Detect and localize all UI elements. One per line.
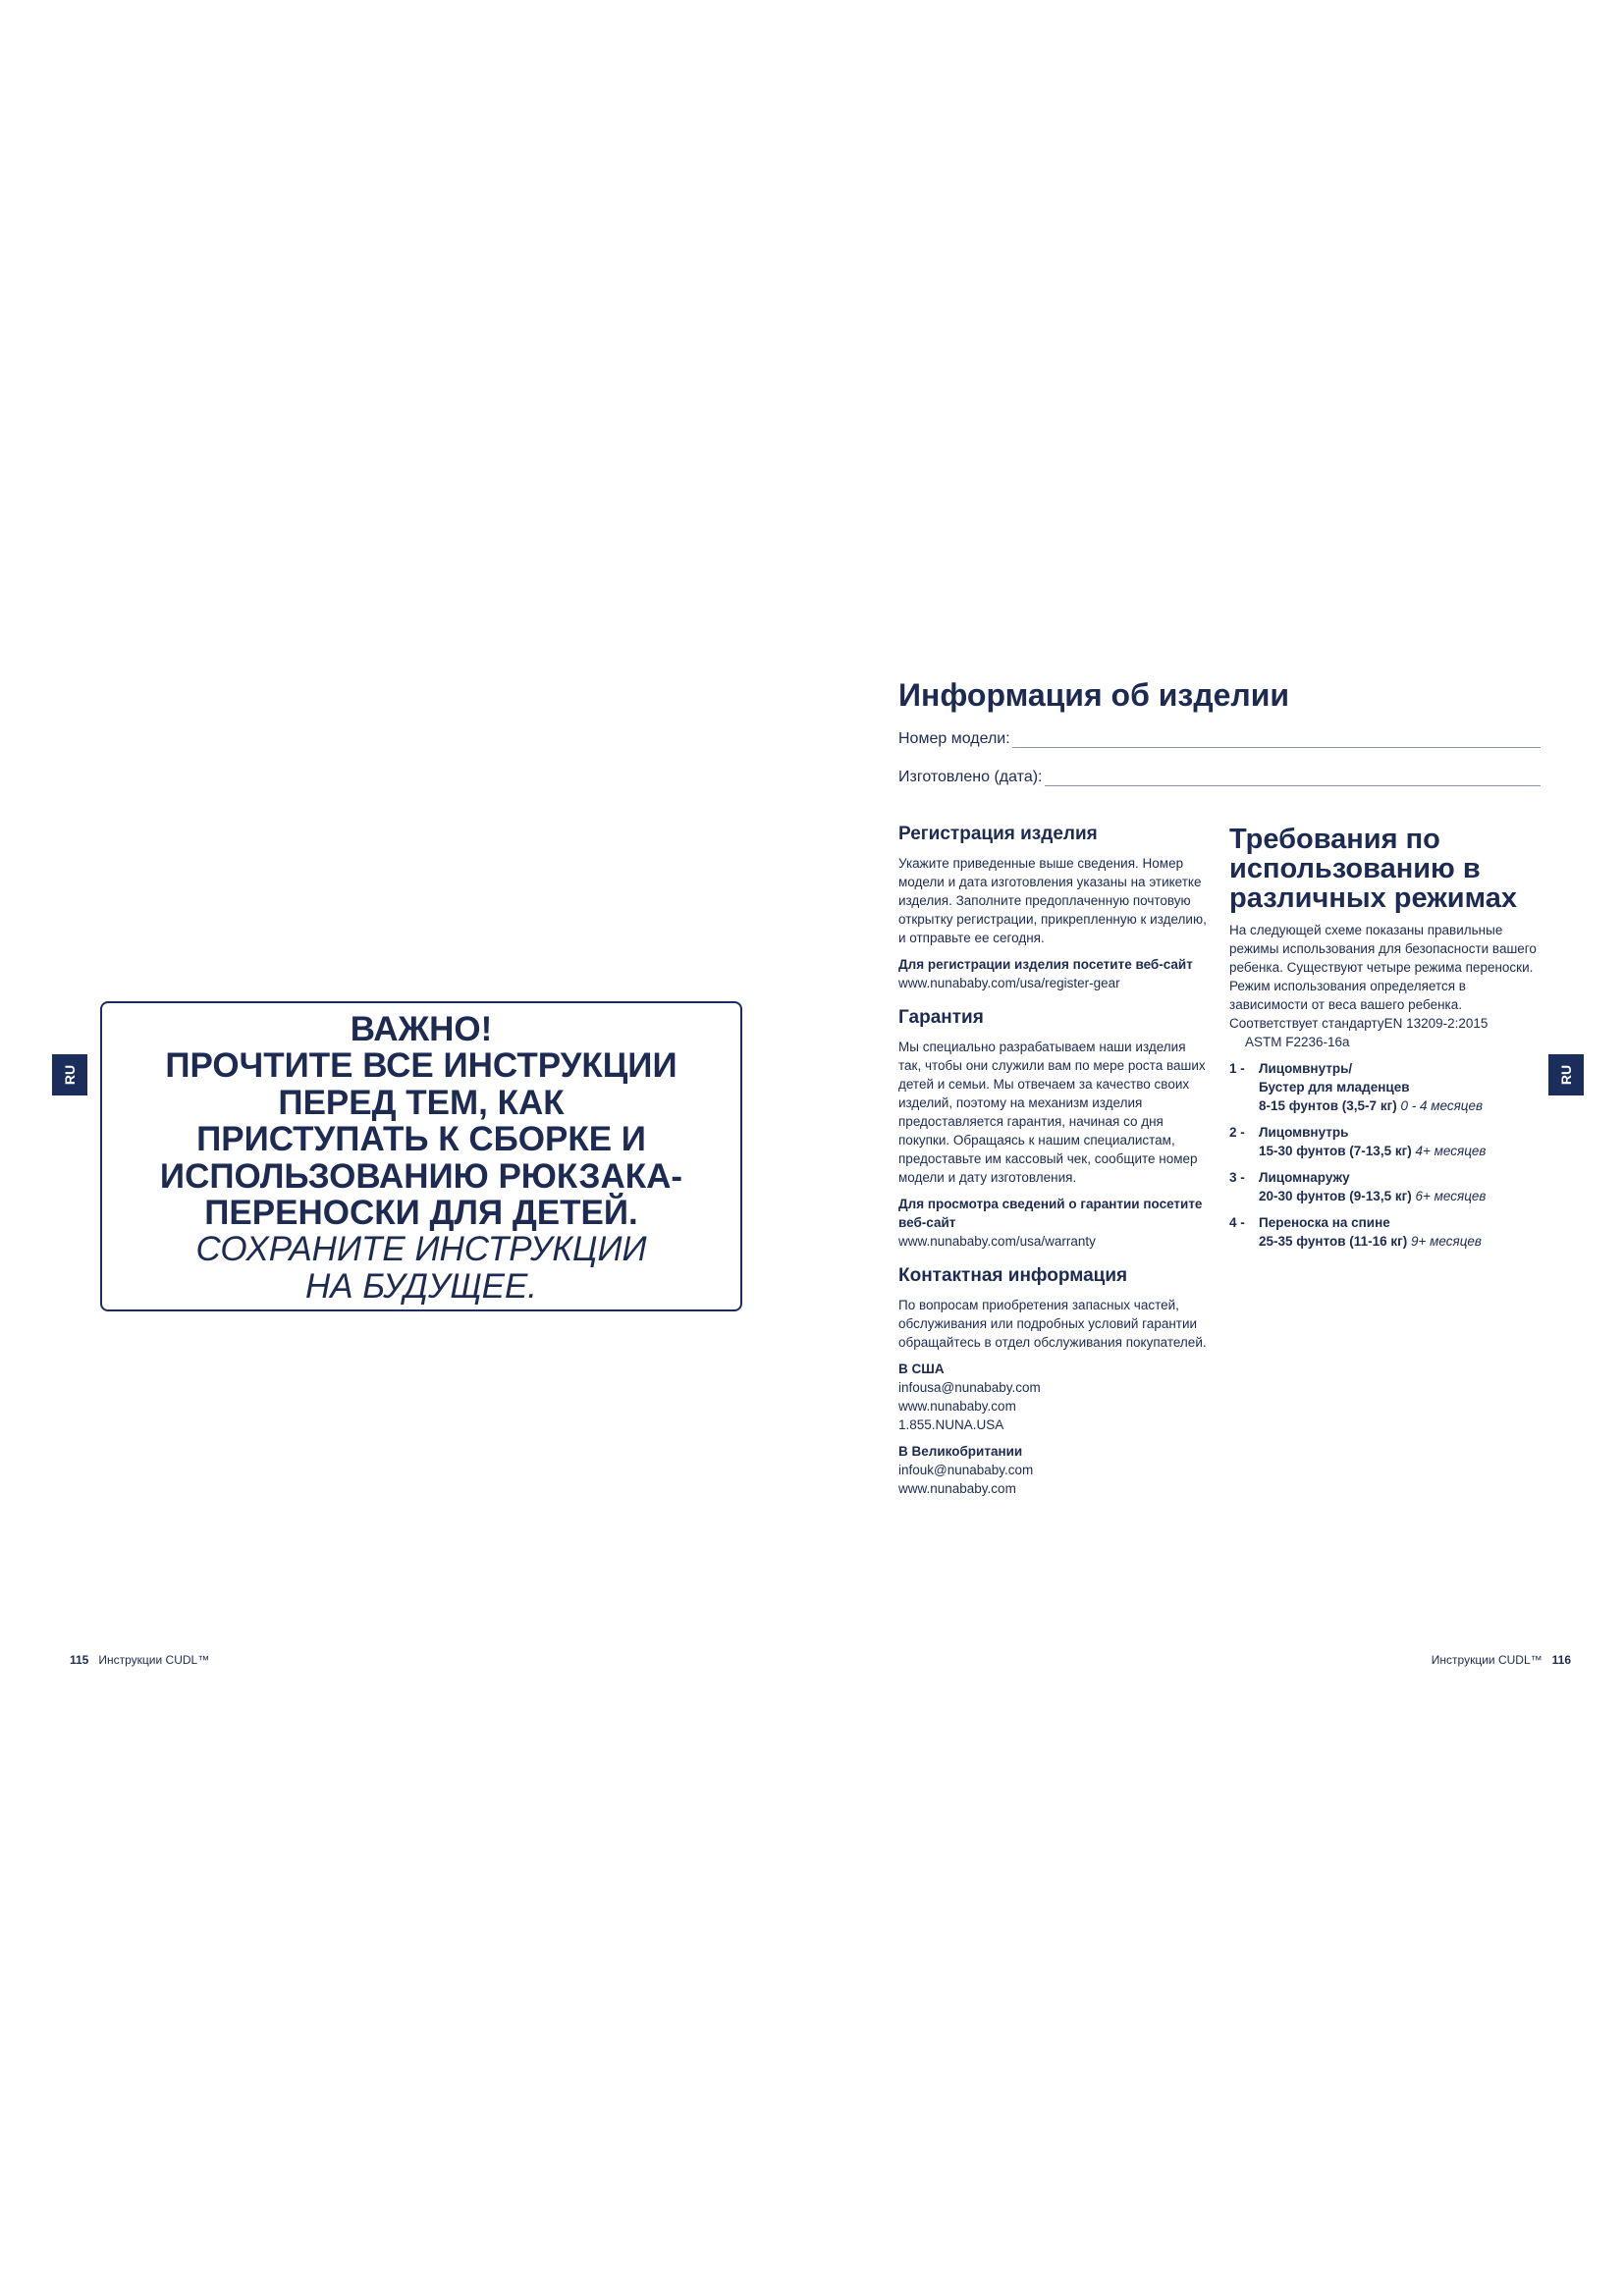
model-number-line: [1012, 733, 1541, 748]
mode-weight: 8-15 фунтов (3,5-7 кг): [1259, 1098, 1397, 1113]
mode-number: 3 -: [1229, 1170, 1245, 1185]
footer-left-text: Инструкции CUDL™: [98, 1653, 210, 1667]
notice-line: ПЕРЕНОСКИ ДЛЯ ДЕТЕЙ.: [204, 1194, 638, 1233]
important-notice-box: [100, 1001, 742, 1311]
mode-age: 4+ месяцев: [1415, 1144, 1487, 1158]
registration-url[interactable]: www.nunababy.com/usa/register-gear: [898, 976, 1120, 990]
mode-number: 2 -: [1229, 1125, 1245, 1140]
footer-right-text: Инструкции CUDL™: [1431, 1653, 1543, 1667]
mode-number: 1 -: [1229, 1061, 1245, 1076]
registration-text: Укажите приведенные выше сведения. Номер модели и дата изготовления указаны на этикетке изделия. Заполните предоплаченную почтовую открытку регистрации, прикрепленную к изделию, и отправьте ее сегодня.: [898, 856, 1207, 945]
mode-age: 0 - 4 месяцев: [1400, 1098, 1484, 1113]
mode-weight: 20-30 фунтов (9-13,5 кг): [1259, 1189, 1412, 1203]
footer-right: [1432, 1653, 1571, 1667]
registration-web-label: Для регистрации изделия посетите веб-сайт: [898, 957, 1193, 972]
footer-left: [70, 1653, 209, 1667]
mode-item-2: [1229, 1123, 1542, 1160]
language-tab-label: RU: [1557, 1064, 1574, 1086]
mode-item-1: [1229, 1059, 1542, 1115]
page-number-right: 116: [1551, 1653, 1571, 1667]
mode-number: 4 -: [1229, 1215, 1245, 1230]
notice-line: ПРИСТУПАТЬ К СБОРКЕ И: [196, 1120, 646, 1159]
warranty-web-label: Для просмотра сведений о гарантии посетите веб-сайт: [898, 1197, 1203, 1230]
model-number-label: Номер модели:: [898, 730, 1010, 747]
notice-line: ВАЖНО!: [350, 1010, 493, 1048]
info-left-column: [898, 823, 1209, 1498]
warranty-heading: Гарантия: [898, 1007, 984, 1028]
standard-line-1: Соответствует стандартуEN 13209-2:2015: [1229, 1016, 1489, 1031]
warranty-text: Мы специально разрабатываем наши изделия так, чтобы они служили вам по мере роста ваших детей и семьи. Мы отвечаем за качество своих изделий, поэтому на механизм изделия предоставляется гарантия, начиная со дня покупки. Обращаясь к нашим специалистам, предоставьте им кассовый чек, сообщите номер модели и дату изготовления.: [898, 1040, 1206, 1185]
info-right-column: [1229, 825, 1542, 1251]
notice-save-line: СОХРАНИТЕ ИНСТРУКЦИИ: [195, 1230, 647, 1269]
contact-usa-phone: 1.855.NUNA.USA: [898, 1417, 1004, 1432]
notice-line: ПРОЧТИТЕ ВСЕ ИНСТРУКЦИИ: [165, 1046, 677, 1086]
mode-weight: 25-35 фунтов (11-16 кг): [1259, 1234, 1408, 1249]
language-tab-left: [52, 1054, 87, 1095]
modes-text: На следующей схеме показаны правильные режимы использования для безопасности вашего ребенка. Существуют четыре режима переноски. Режим использования определяется в зависимости от веса вашего ребенка.: [1229, 923, 1537, 1012]
contact-usa-email[interactable]: infousa@nunababy.com: [898, 1380, 1041, 1395]
registration-heading: Регистрация изделия: [898, 824, 1098, 844]
mode-age: 6+ месяцев: [1415, 1189, 1487, 1203]
manufacture-date-line: [1045, 772, 1542, 786]
language-tab-right: [1548, 1054, 1584, 1095]
notice-line: ИСПОЛЬЗОВАНИЮ РЮКЗАКА-: [159, 1156, 683, 1196]
mode-age: 9+ месяцев: [1410, 1234, 1482, 1249]
notice-line: ПЕРЕД ТЕМ, КАК: [278, 1083, 565, 1122]
model-number-field: [898, 730, 1541, 748]
contact-usa-label: В США: [898, 1362, 945, 1376]
mode-item-4: [1229, 1213, 1542, 1251]
mode-item-3: [1229, 1168, 1542, 1205]
contact-uk-email[interactable]: infouk@nunababy.com: [898, 1463, 1034, 1477]
notice-save-line: НА БУДУЩЕЕ.: [304, 1266, 538, 1306]
modes-heading: Требования по использованию в различных режимах: [1229, 824, 1517, 914]
manufacture-date-label: Изготовлено (дата):: [898, 769, 1043, 785]
language-tab-label: RU: [61, 1064, 78, 1086]
page-number-left: 115: [70, 1653, 89, 1667]
contact-uk-label: В Великобритании: [898, 1444, 1023, 1459]
standard-line-2: ASTM F2236-16a: [1245, 1035, 1350, 1049]
mode-name-2: Бустер для младенцев: [1259, 1080, 1410, 1095]
product-info-title-wrap: [898, 677, 1289, 714]
contact-text: По вопросам приобретения запасных частей, обслуживания или подробных условий гарантии обращайтесь в отдел обслуживания покупателей.: [898, 1298, 1207, 1350]
mode-name: Лицомвнутрь: [1259, 1125, 1349, 1140]
mode-name: Лицомвнутрь/: [1259, 1061, 1353, 1076]
warranty-url[interactable]: www.nunababy.com/usa/warranty: [898, 1234, 1096, 1249]
manufacture-date-field: [898, 769, 1541, 786]
contact-uk-web[interactable]: www.nunababy.com: [898, 1481, 1016, 1496]
mode-weight: 15-30 фунтов (7-13,5 кг): [1259, 1144, 1412, 1158]
contact-usa-web[interactable]: www.nunababy.com: [898, 1399, 1016, 1414]
mode-name: Переноска на спине: [1259, 1215, 1390, 1230]
contact-heading: Контактная информация: [898, 1265, 1128, 1286]
mode-name: Лицомнаружу: [1259, 1170, 1350, 1185]
product-info-title: Информация об изделии: [898, 677, 1290, 713]
